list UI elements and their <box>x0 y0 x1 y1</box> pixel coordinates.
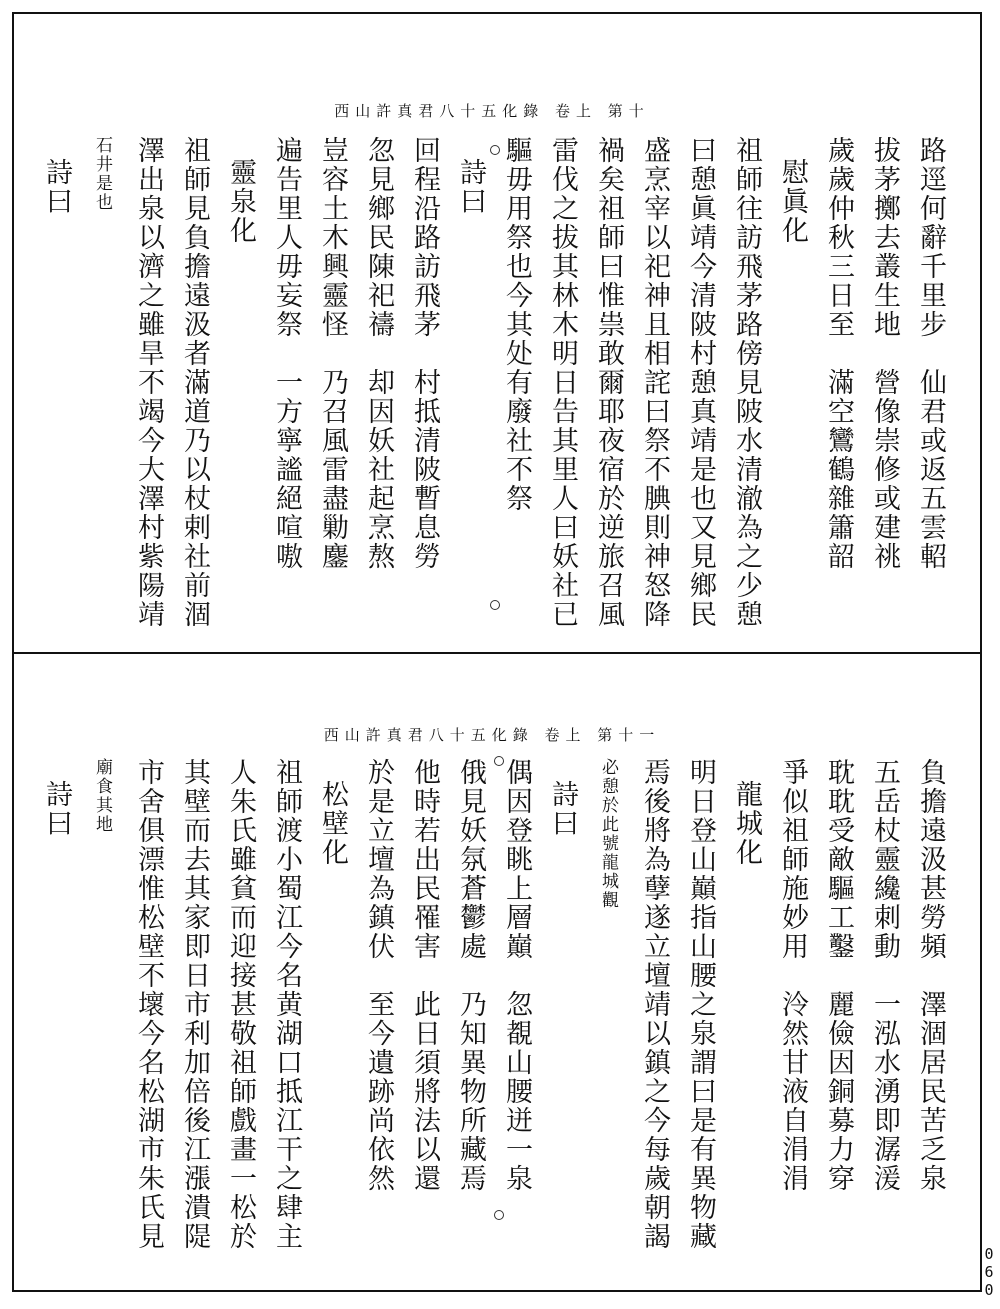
section-title: 靈泉化 <box>225 158 256 245</box>
bottom-page <box>20 660 964 1282</box>
section-title: 松壁化 <box>317 780 348 867</box>
text-column: 雷伐之拔其林木明日告其里人曰妖社已 <box>547 136 578 629</box>
annotation-column: 廟食其地 <box>92 758 112 834</box>
binding-hole-mark <box>490 145 500 155</box>
binding-hole-mark <box>494 756 504 766</box>
poem-heading: 詩曰 <box>41 780 72 838</box>
poem-line: 俄見妖氛蒼鬱處 乃知異物所藏焉 <box>455 758 486 1193</box>
poem-line: 爭似祖師施妙用 泠然甘液自涓涓 <box>777 758 808 1193</box>
text-column: 驅毋用祭也今其处有廢社不祭 <box>501 136 532 513</box>
poem-line: 五岳杖靈纔刺動 一泓水湧即潺湲 <box>869 758 900 1193</box>
poem-line: 偶因登眺上層巔 忽覩山腰迸一泉 <box>501 758 532 1193</box>
text-column: 市舍俱漂惟松壁不壞今名松湖市朱氏見 <box>133 758 164 1251</box>
poem-line: 耽耽受敵驅工鑿 麗儉因銅募力穿 <box>823 758 854 1193</box>
text-column: 明日登山巔指山腰之泉謂曰是有異物藏 <box>685 758 716 1251</box>
text-column: 歲歲仲秋三日至 滿空鸞鶴雜簫韶 <box>823 136 854 571</box>
poem-line: 負擔遠汲甚勞頻 澤涸居民苦乏泉 <box>915 758 946 1193</box>
text-column: 祖師見負擔遠汲者滿道乃以杖剌社前涸 <box>179 136 210 629</box>
bottom-text-columns <box>36 758 950 1258</box>
text-column: 禍矣祖師曰惟祟敢爾耶夜宿於逆旅召風 <box>593 136 624 629</box>
text-column: 路逕何辭千里步 仙君或返五雲軺 <box>915 136 946 571</box>
binding-hole-mark <box>490 600 500 610</box>
poem-line: 忽見鄉民陳祀禱 却因妖社起烹熬 <box>363 136 394 571</box>
poem-heading: 詩曰 <box>41 158 72 216</box>
text-column: 祖師往訪飛茅路傍見陂水清澈為之少憩 <box>731 136 762 629</box>
page-header-top: 西山許真君八十五化錄 卷上 第十 <box>334 102 650 120</box>
poem-heading: 詩曰 <box>547 780 578 838</box>
text-column: 澤出泉以濟之雖旱不竭今大澤村紫陽靖 <box>133 136 164 629</box>
text-column: 焉後將為孽遂立壇靖以鎮之今每歲朝謁 <box>639 758 670 1251</box>
text-column: 拔茅擲去叢生地 營像崇修或建祧 <box>869 136 900 571</box>
text-column: 祖師渡小蜀江今名黄湖口抵江干之肆主 <box>271 758 302 1251</box>
binding-hole-mark <box>494 1210 504 1220</box>
page-number: 060 <box>980 1245 998 1299</box>
text-column: 其壁而去其家即日市利加倍後江漲潰隄 <box>179 758 210 1251</box>
section-title: 慰眞化 <box>777 158 808 245</box>
section-title: 龍城化 <box>731 780 762 867</box>
text-column: 盛烹宰以祀神且相詫曰祭不腆則神怒降 <box>639 136 670 629</box>
poem-line: 豈容土木興靈怪 乃召風雷盡勦鏖 <box>317 136 348 571</box>
top-text-columns <box>36 136 950 636</box>
poem-line: 遍告里人毋妄祭 一方寧謐絕喧嗷 <box>271 136 302 571</box>
top-page <box>20 18 964 650</box>
text-column: 人朱氏雖貧而迎接甚敬祖師戲畫一松於 <box>225 758 256 1251</box>
poem-line: 他時若出民罹害 此日須將法以還 <box>409 758 440 1193</box>
poem-heading: 詩曰 <box>455 158 486 216</box>
page-header-bottom: 西山許真君八十五化錄 卷上 第十一 <box>323 726 661 744</box>
poem-line: 回程沿路訪飛茅 村抵清陂暫息勞 <box>409 136 440 571</box>
poem-line: 於是立壇為鎮伏 至今遺跡尚依然 <box>363 758 394 1193</box>
text-column: 曰憩眞靖今清陂村憩真靖是也又見鄉民 <box>685 136 716 629</box>
annotation-column: 必憩於此號龍城觀 <box>598 758 618 910</box>
page-divider <box>12 652 982 654</box>
annotation-column: 石井是也 <box>92 136 112 212</box>
